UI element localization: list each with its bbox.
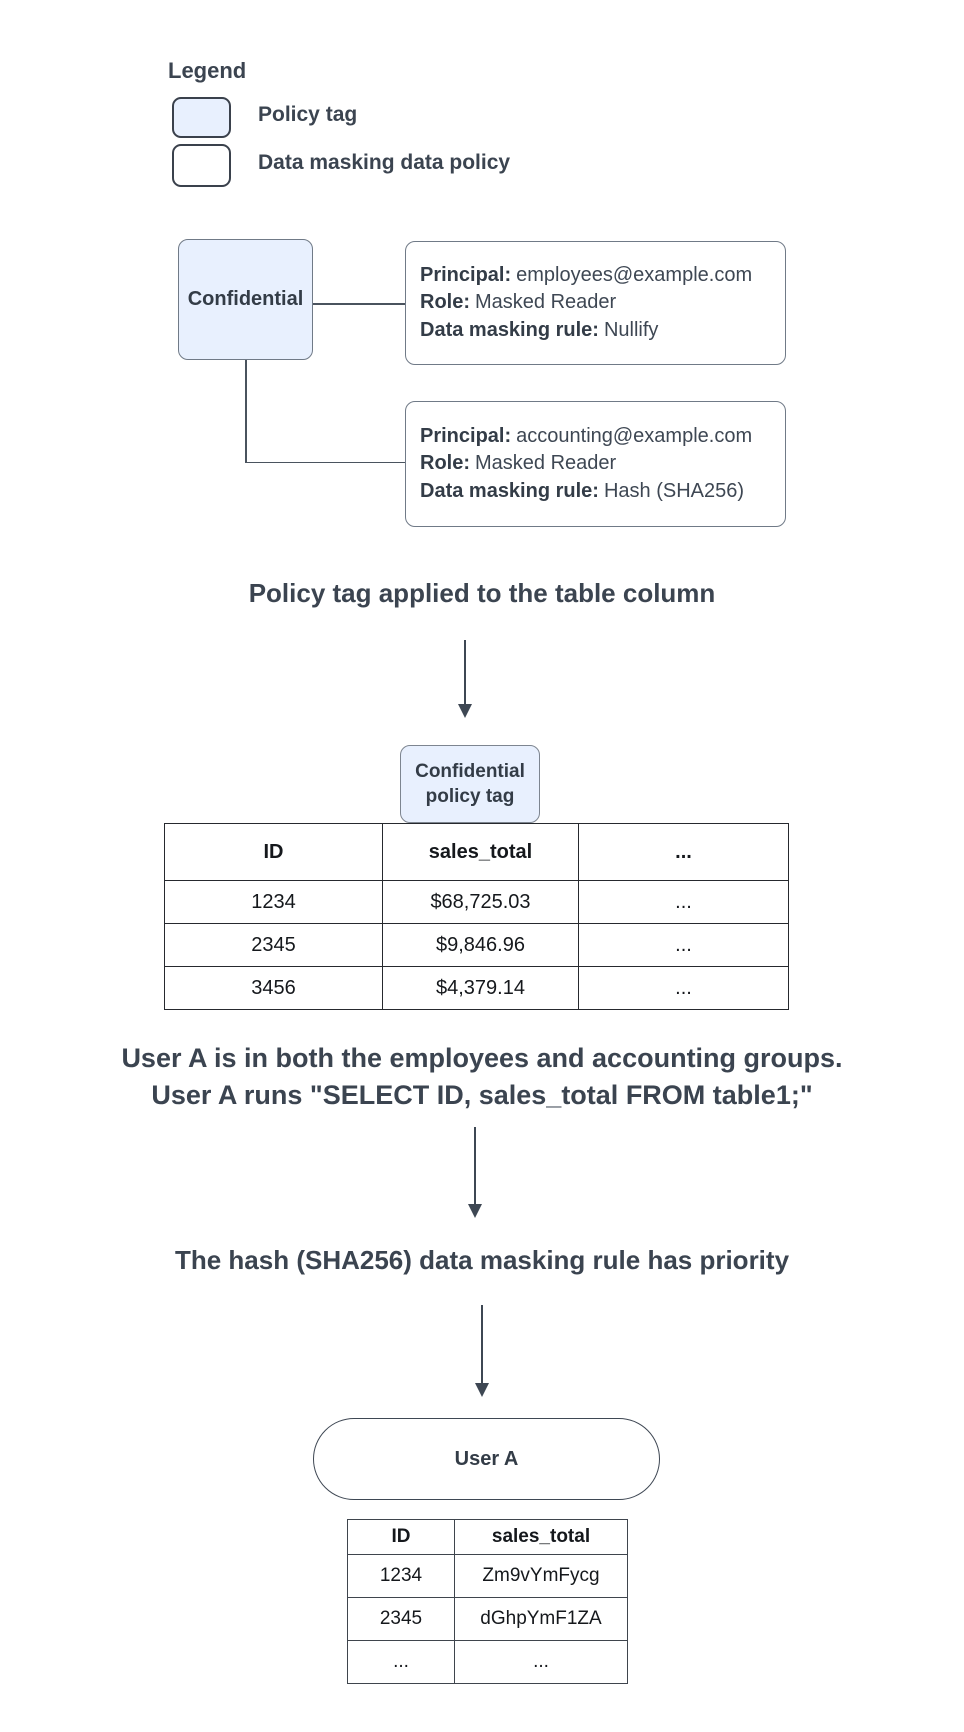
table-cell: 1234 [165, 881, 383, 924]
table-row [348, 1641, 628, 1684]
policy-line-label: Data masking rule: [420, 318, 599, 341]
table-cell: $9,846.96 [383, 924, 579, 967]
table-header-row [165, 824, 789, 881]
user-a-node [313, 1418, 660, 1500]
down-arrow-3-line [481, 1305, 483, 1384]
policy-line [420, 450, 785, 478]
policy-line-label: Principal: [420, 424, 512, 447]
heading-policy-tag-applied: Policy tag applied to the table column [248, 578, 716, 608]
policy-line-value: employees@example.com [516, 263, 753, 286]
user-a-description-line2: User A runs "SELECT ID, sales_total FROM table1;" [151, 1080, 813, 1110]
table-cell: ... [579, 967, 789, 1010]
user-a-description [0, 1040, 964, 1114]
table-cell: ... [579, 924, 789, 967]
table-row [165, 924, 789, 967]
down-arrow-2-line [474, 1127, 476, 1205]
policy-line-label: Role: [420, 291, 470, 314]
heading-hash-priority: The hash (SHA256) data masking rule has priority [174, 1245, 790, 1275]
policy-line [420, 423, 785, 451]
legend-title: Legend [168, 58, 247, 83]
policy-line-label: Data masking rule: [420, 479, 599, 502]
masked-result-table [347, 1519, 628, 1684]
policy-line-value: Hash (SHA256) [603, 479, 745, 502]
table-cell: $68,725.03 [383, 881, 579, 924]
table-cell: Zm9vYmFycg [455, 1555, 628, 1598]
policy-line [420, 262, 785, 290]
connector-tag-to-policy2 [245, 462, 405, 464]
table-cell: 3456 [165, 967, 383, 1010]
source-table [164, 823, 789, 1010]
table-cell: ... [455, 1641, 628, 1684]
policy-line-label: Principal: [420, 263, 512, 286]
badge-line1: Confidential [415, 761, 525, 782]
column-header: ... [579, 824, 789, 881]
column-header: ID [165, 824, 383, 881]
down-arrow-3-head [475, 1383, 489, 1397]
down-arrow-1-line [464, 640, 466, 705]
badge-line2: policy tag [425, 786, 515, 807]
confidential-policy-tag-badge [400, 745, 540, 823]
table-row [348, 1555, 628, 1598]
table-cell: 2345 [165, 924, 383, 967]
table-cell: 1234 [348, 1555, 455, 1598]
policy-line-value: Masked Reader [475, 452, 617, 475]
table-cell: ... [348, 1641, 455, 1684]
table-cell: 2345 [348, 1598, 455, 1641]
table-cell: dGhpYmF1ZA [455, 1598, 628, 1641]
policy-line-value: Nullify [603, 318, 659, 341]
policy-line [420, 289, 785, 317]
legend-policy-tag-label: Policy tag [258, 103, 358, 126]
policy-line-label: Role: [420, 452, 470, 475]
policy-line-value: accounting@example.com [516, 424, 753, 447]
legend-data-policy-swatch [172, 144, 231, 187]
user-a-label: User A [454, 1447, 519, 1470]
legend-policy-tag-swatch [172, 97, 231, 138]
table-cell: ... [579, 881, 789, 924]
table-header-row [348, 1520, 628, 1555]
connector-tag-to-policy1 [313, 303, 405, 305]
table-cell: $4,379.14 [383, 967, 579, 1010]
policy-line [420, 478, 785, 506]
column-header: sales_total [455, 1520, 628, 1555]
user-a-description-line1: User A is in both the employees and accounting groups. [121, 1043, 843, 1073]
data-policy-box-accounting [405, 401, 786, 527]
policy-tag-node-label: Confidential [187, 288, 304, 310]
table-row [165, 881, 789, 924]
column-header: sales_total [383, 824, 579, 881]
policy-line-value: Masked Reader [475, 291, 617, 314]
column-header: ID [348, 1520, 455, 1555]
table-row [165, 967, 789, 1010]
down-arrow-2-head [468, 1204, 482, 1218]
down-arrow-1-head [458, 704, 472, 718]
policy-line [420, 317, 785, 345]
policy-tag-node [178, 239, 313, 360]
connector-tag-down [245, 360, 247, 463]
legend-data-policy-label: Data masking data policy [258, 151, 511, 174]
table-row [348, 1598, 628, 1641]
data-policy-box-employees [405, 241, 786, 365]
